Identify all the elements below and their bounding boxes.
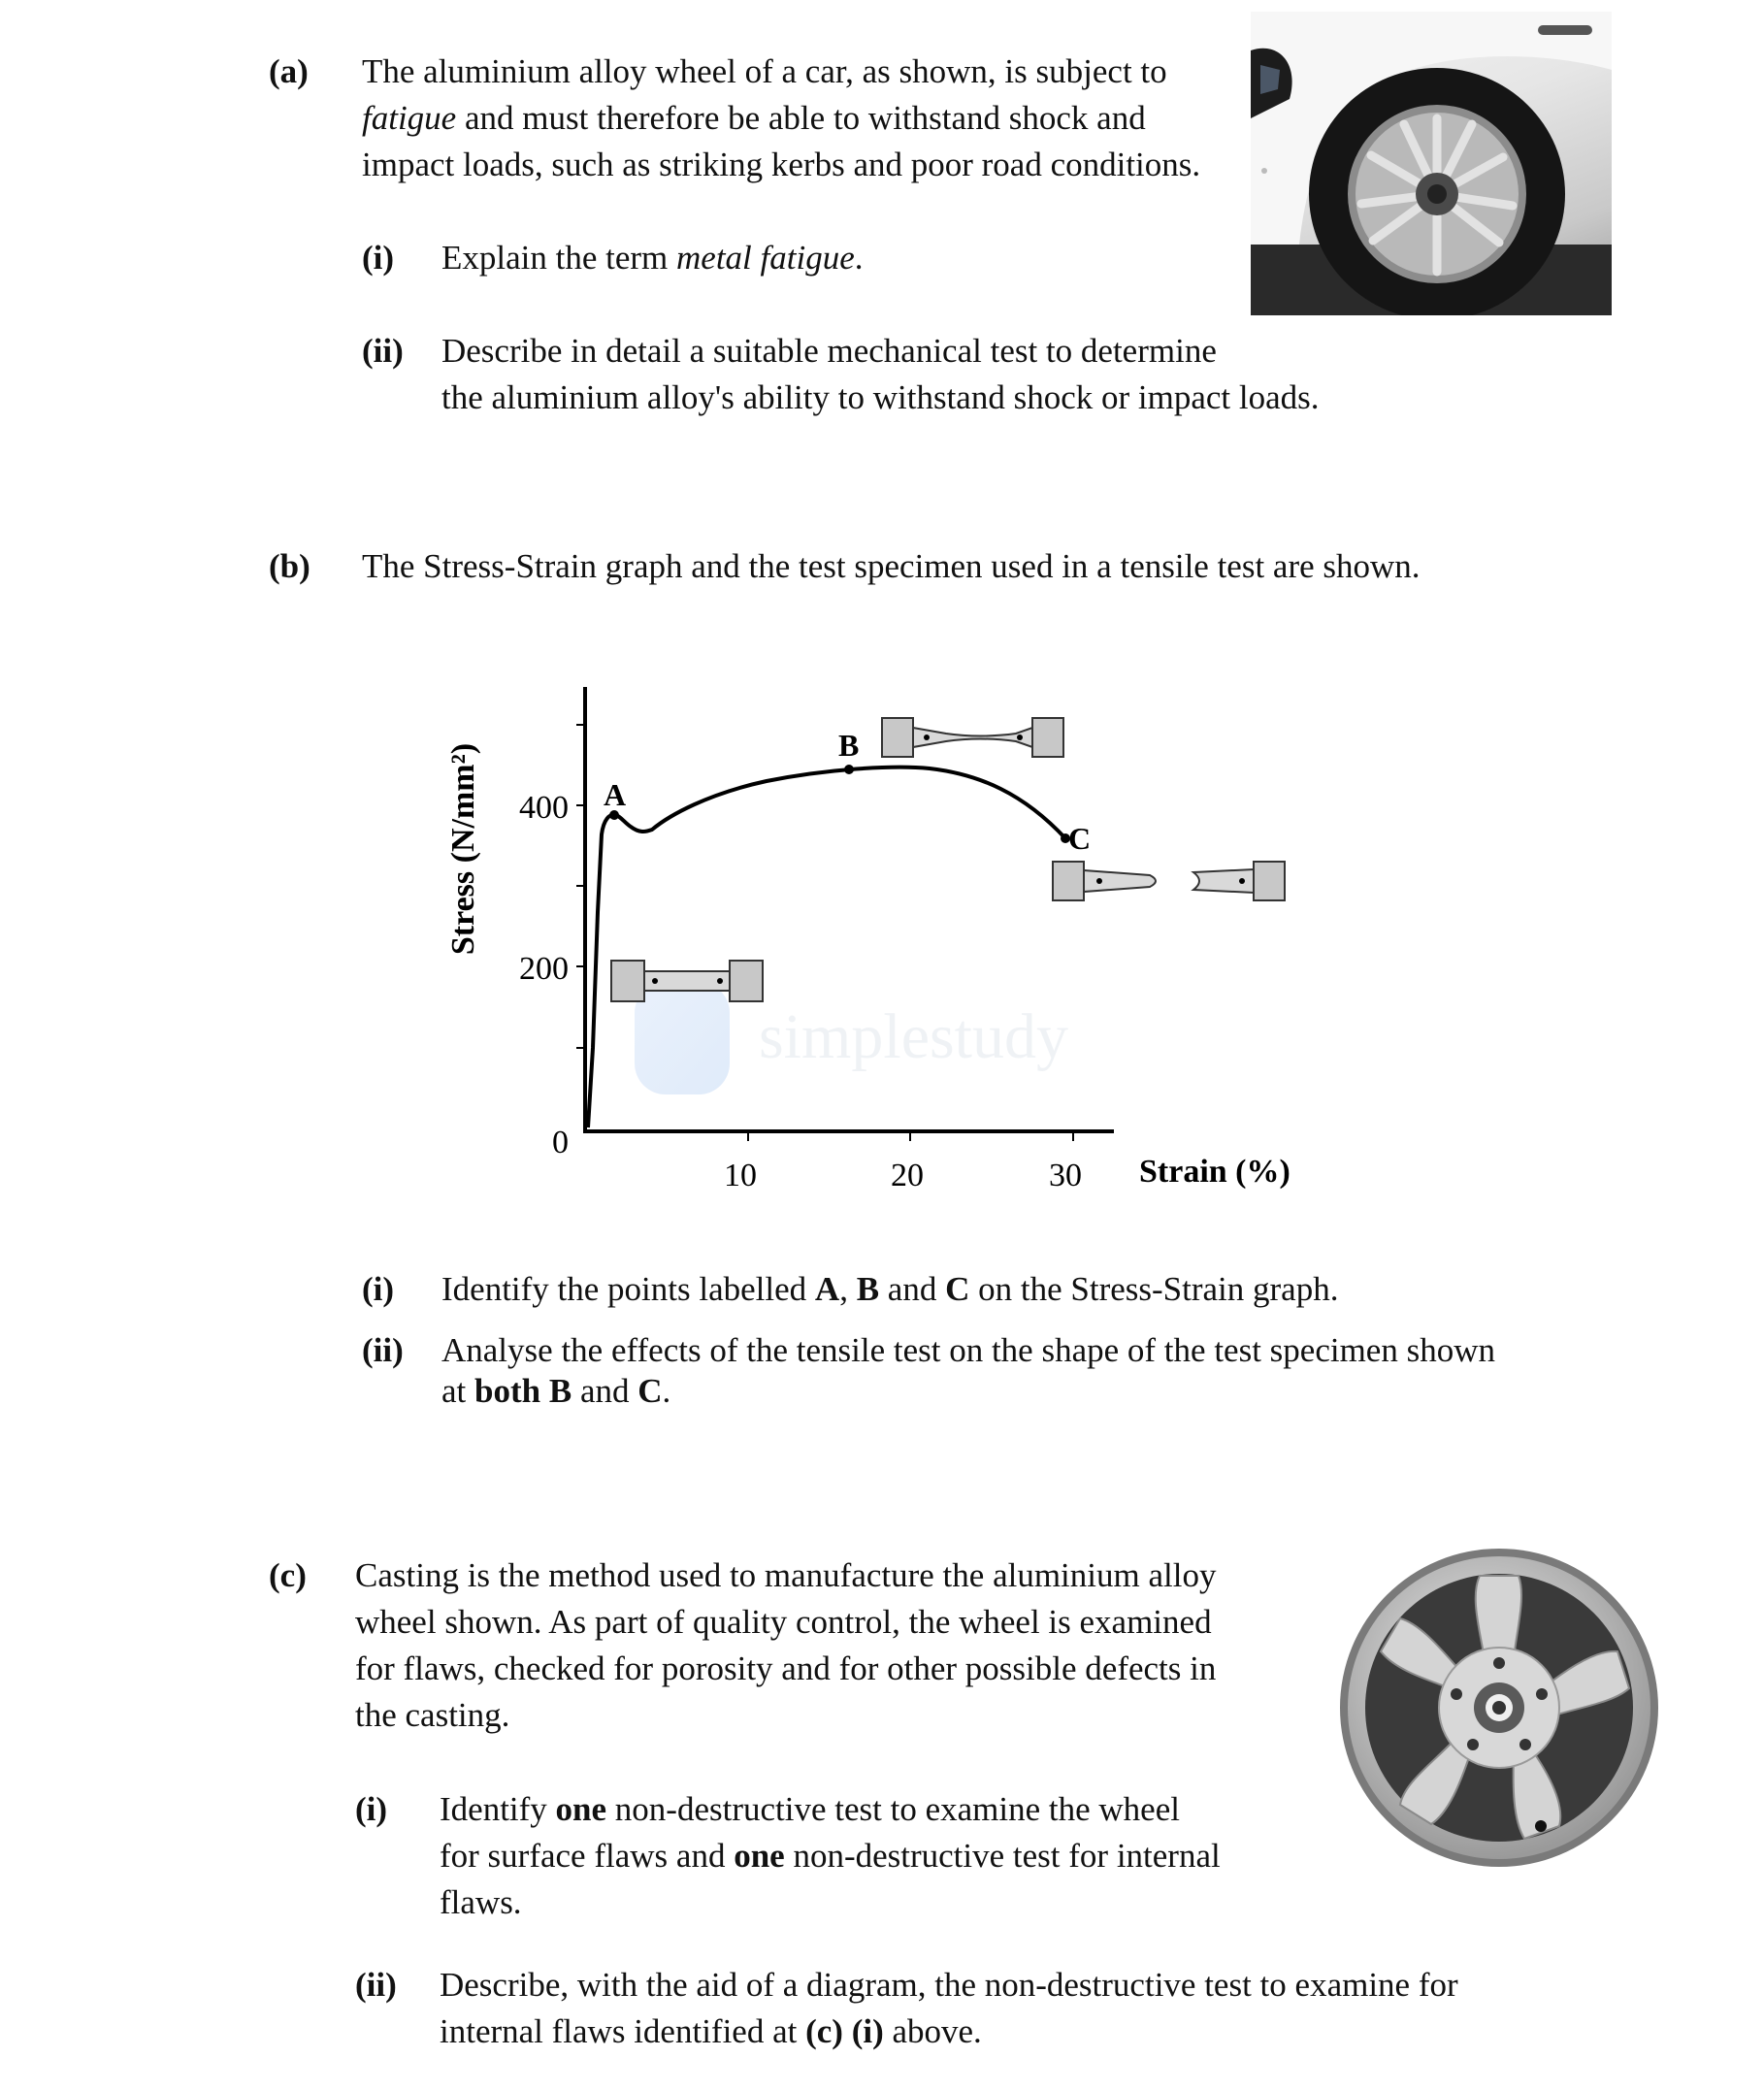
question-a-ii-line1: Describe in detail a suitable mechanical test to determine [441, 332, 1217, 370]
question-a-ii-label: (ii) [362, 332, 404, 370]
question-b-i-c: C [945, 1270, 970, 1308]
question-b-ii-c: C [637, 1372, 663, 1410]
alloy-wheel-photo [1334, 1543, 1664, 1873]
question-b-ii-both-b: both B [474, 1372, 572, 1410]
x-axis-title: Strain (%) [1139, 1154, 1290, 1190]
question-c-i-l2-post: non-destructive test for internal [784, 1837, 1221, 1875]
question-c-i-l1-pre: Identify [440, 1790, 556, 1828]
watermark-text: simplestudy [759, 1001, 1069, 1072]
question-c-i-l1-post: non-destructive test to examine the wheel [606, 1790, 1180, 1828]
question-c-i-line3: flaws. [440, 1883, 522, 1921]
car-wheel-illustration [1251, 12, 1612, 315]
question-a-ii-line2: the aluminium alloy's ability to withstand shock or impact loads. [441, 378, 1320, 416]
question-b-ii-line1: Analyse the effects of the tensile test on the shape of the test specimen shown [441, 1331, 1495, 1369]
point-b-label: B [838, 728, 860, 763]
question-b-stem: The Stress-Strain graph and the test specimen used in a tensile test are shown. [362, 547, 1421, 585]
question-a-stem-line3: impact loads, such as striking kerbs and poor road conditions. [362, 146, 1201, 183]
question-c-label: (c) [269, 1556, 307, 1594]
question-c-ii-line2 [440, 2008, 982, 2055]
watermark [635, 982, 1068, 1094]
question-a-stem-line2 [362, 95, 1146, 142]
question-c-ii-label: (ii) [355, 1966, 397, 2004]
y-tick-label-0: 0 [552, 1125, 569, 1160]
question-c-ii-line1: Describe, with the aid of a diagram, the non-destructive test to examine for [440, 1966, 1458, 2004]
specimen-at-c-left [1053, 862, 1156, 900]
question-c-stem-line2: wheel shown. As part of quality control, the wheel is examined [355, 1603, 1212, 1641]
question-b-ii-line2 [441, 1368, 670, 1415]
point-a-label: A [604, 777, 627, 812]
y-tick-label-400: 400 [519, 790, 569, 826]
y-axis-title: Stress (N/mm²) [445, 742, 481, 956]
question-a-label: (a) [269, 52, 309, 90]
question-a-i-text-pre: Explain the term [441, 239, 677, 277]
question-c-i-l2-pre: for surface flaws and [440, 1837, 735, 1875]
question-c-ii-l2-post: above. [883, 2012, 982, 2050]
x-tick-label-30: 30 [1049, 1158, 1082, 1193]
question-b-i-text [441, 1266, 1338, 1313]
metal-fatigue-italic: metal fatigue [676, 239, 855, 277]
question-b-ii-and: and [572, 1372, 638, 1410]
question-b-i-and: and [879, 1270, 946, 1308]
question-c-i-line1 [440, 1786, 1180, 1833]
question-c-i-label: (i) [355, 1790, 388, 1828]
question-a-i-text-end: . [854, 239, 864, 277]
question-b-label: (b) [269, 547, 310, 585]
question-c-ii-l2-pre: internal flaws identified at [440, 2012, 806, 2050]
question-b-i-post: on the Stress-Strain graph. [969, 1270, 1339, 1308]
y-tick-label-200: 200 [519, 951, 569, 987]
fatigue-italic: fatigue [362, 99, 457, 137]
question-a-stem-line1: The aluminium alloy wheel of a car, as shown, is subject to [362, 52, 1167, 90]
car-wheel-photo [1251, 12, 1612, 315]
stress-strain-graph [427, 669, 1320, 1213]
point-c-label: C [1068, 821, 1092, 856]
question-b-i-label: (i) [362, 1270, 395, 1308]
watermark-logo-icon [635, 982, 730, 1094]
x-tick-label-10: 10 [724, 1158, 757, 1193]
specimen-at-c-right [1193, 862, 1285, 900]
question-c-stem-line3: for flaws, checked for porosity and for other possible defects in [355, 1649, 1217, 1687]
question-c-stem-line1: Casting is the method used to manufacture the aluminium alloy [355, 1556, 1217, 1594]
question-a-i-text [441, 235, 863, 281]
question-a-stem-line2-rest: and must therefore be able to withstand shock and [456, 99, 1146, 137]
question-b-ii-label: (ii) [362, 1331, 404, 1369]
question-b-i-b: B [856, 1270, 880, 1308]
x-tick-label-20: 20 [891, 1158, 924, 1193]
specimen-at-b [882, 718, 1063, 757]
question-c-stem-line4: the casting. [355, 1696, 510, 1734]
question-c-i-line2 [440, 1833, 1221, 1879]
question-b-ii-end: . [662, 1372, 671, 1410]
question-c-ii-l2-bold: (c) (i) [805, 2012, 884, 2050]
question-c-i-l1-bold: one [555, 1790, 607, 1828]
question-b-i-comma: , [839, 1270, 857, 1308]
question-b-i-a: A [814, 1270, 840, 1308]
question-b-i-pre: Identify the points labelled [441, 1270, 815, 1308]
question-b-ii-at: at [441, 1372, 475, 1410]
question-a-i-label: (i) [362, 239, 395, 277]
question-c-i-l2-bold: one [734, 1837, 785, 1875]
point-b-marker [844, 765, 854, 774]
